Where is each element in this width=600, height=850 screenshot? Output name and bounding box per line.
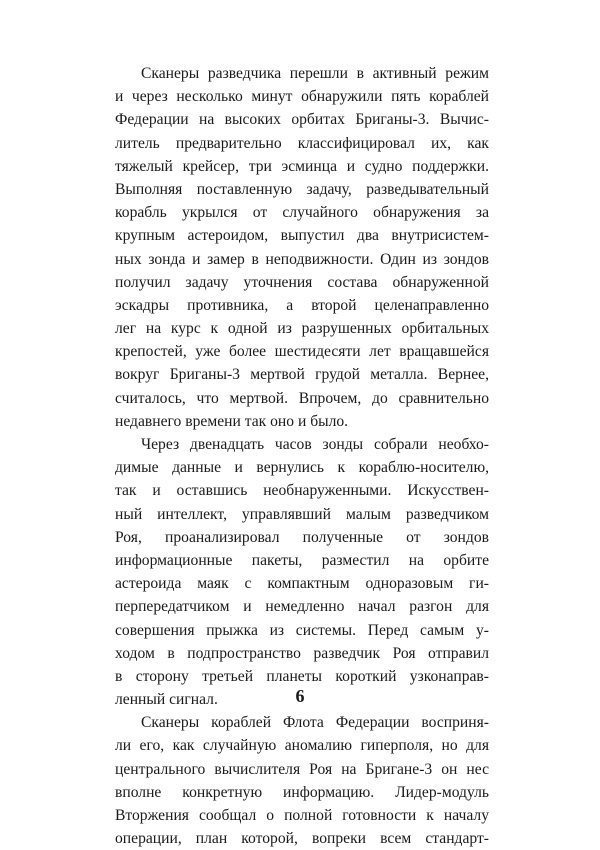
text-line: в сторону третьей планеты короткий узконаправ- — [115, 667, 489, 685]
text-line: астероида маяк с компактным одноразовым ги- — [115, 575, 489, 593]
paragraph-3 — [115, 711, 489, 850]
page-number: 6 — [295, 686, 305, 706]
text-line: получил задачу уточнения состава обнаруженной — [115, 273, 489, 291]
text-line: ленный сигнал. — [115, 691, 218, 709]
text-line: тяжелый крейсер, три эсминца и судно поддержки. — [115, 157, 489, 175]
text-line: лег на курс к одной из разрушенных орбитальных — [115, 320, 489, 338]
text-line: Вторжения сообщал о полной готовности к началу — [115, 807, 489, 824]
text-line: крупным астероидом, выпустил два внутрисистем- — [115, 227, 489, 245]
text-line: центрального вычислителя Роя на Бригане-3 он нес — [115, 760, 489, 778]
text-line: корабль укрылся от случайного обнаружения за — [115, 204, 489, 222]
text-line: эскадры противника, а второй целенаправленно — [115, 296, 489, 314]
text-line: недавнего времени так оно и было. — [115, 412, 349, 430]
text-line: совершения прыжка из системы. Перед самым у- — [115, 621, 489, 639]
text-line: Выполняя поставленную задачу, разведывательный — [115, 180, 489, 198]
body-text — [115, 62, 489, 850]
text-line: так и оставшись необнаруженными. Искусствен- — [115, 482, 489, 500]
text-line: операции, план которой, вопреки всем стандарт- — [115, 830, 489, 848]
text-line: вокруг Бриганы-3 мертвой грудой металла. Вернее, — [115, 366, 489, 384]
text-line: перпередатчиком и немедленно начал разгон для — [115, 598, 489, 616]
text-line: информационные пакеты, разместил на орбите — [115, 551, 489, 569]
text-line: ли его, как случайную аномалию гиперполя, но для — [115, 737, 489, 755]
text-line: ных зонда и замер в неподвижности. Один из зондов — [115, 250, 489, 268]
text-line: Сканеры разведчика перешли в активный режим — [141, 65, 489, 82]
text-line: Роя, проанализировал полученные от зондов — [115, 528, 489, 546]
text-line: Федерации на высоких орбитах Бриганы-3. Вычис- — [115, 111, 489, 129]
text-line: ный интеллект, управлявший малым разведчиком — [115, 505, 489, 523]
text-line: вполне конкретную информацию. Лидер-модуль — [115, 783, 489, 801]
text-line: литель предварительно классифицировал их, как — [115, 134, 489, 152]
paragraph-1 — [115, 62, 489, 433]
text-line: ходом в подпространство разведчик Роя отправил — [115, 644, 489, 662]
text-line: крепостей, уже более шестидесяти лет вращавшейся — [115, 343, 489, 361]
paragraph-2 — [115, 433, 489, 711]
text-line: считалось, что мертвой. Впрочем, до сравнительно — [115, 389, 489, 407]
text-line: Через двенадцать часов зонды собрали необхо- — [141, 436, 489, 453]
text-line: димые данные и вернулись к кораблю-носителю, — [115, 459, 489, 477]
text-line: и через несколько минут обнаружили пять кораблей — [115, 88, 489, 106]
text-line: Сканеры кораблей Флота Федерации восприня- — [141, 714, 489, 732]
